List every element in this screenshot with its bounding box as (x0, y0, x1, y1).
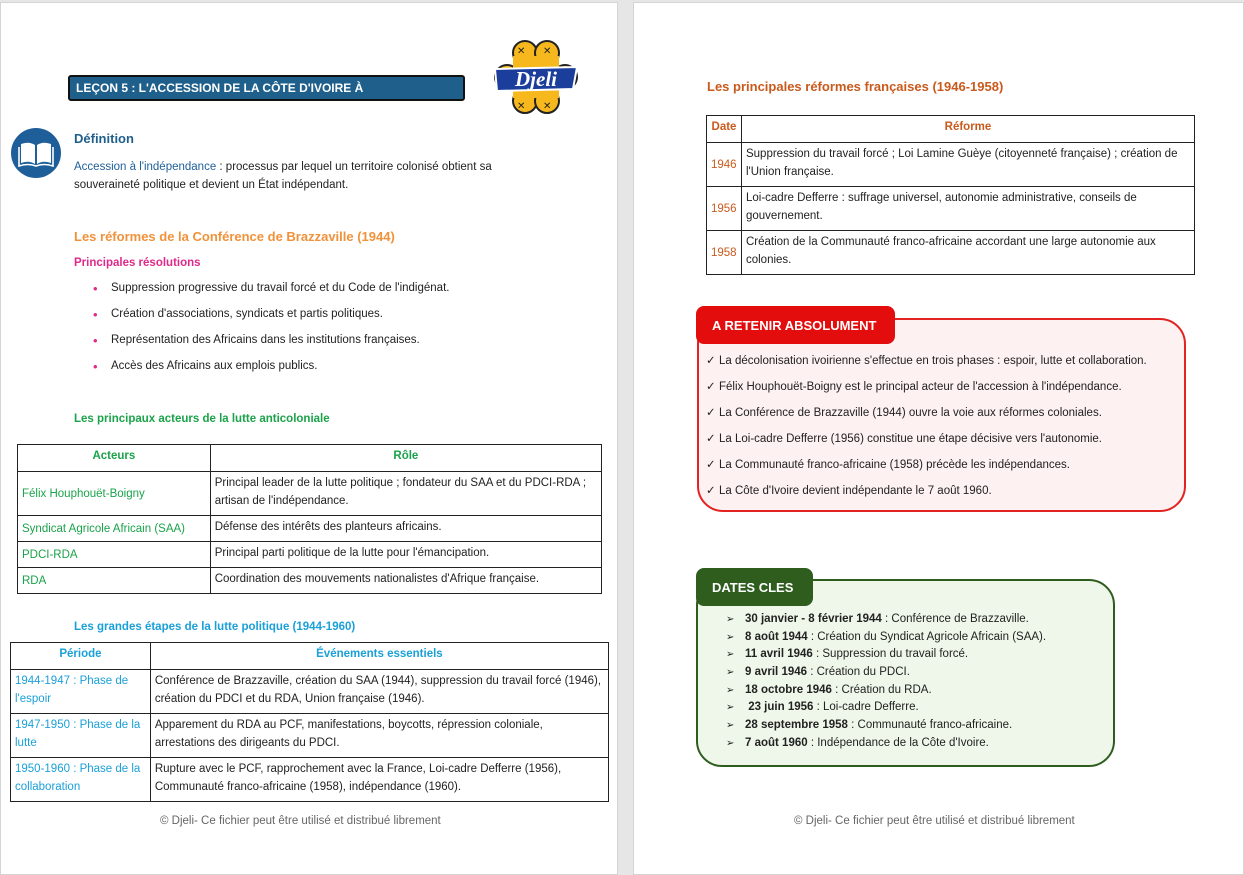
table-cell: Loi-cadre Defferre : suffrage universel, autonomie administrative, conseils de gouvernement. (741, 187, 1194, 231)
table-cell: Rupture avec le PCF, rapprochement avec la France, Loi-cadre Defferre (1956), Communauté franco-africaine (1958), indépendance (1960). (150, 758, 608, 802)
list-item: ✓ La décolonisation ivoirienne s'effectue en trois phases : espoir, lutte et collaboration. (706, 355, 1147, 367)
table-cell: Apparement du RDA au PCF, manifestations, boycotts, répression coloniale, arrestations des dirigeants du PDCI. (150, 714, 608, 758)
table-cell: Création de la Communauté franco-africaine accordant une large autonomie aux colonies. (741, 231, 1194, 275)
arrow-icon: ➢ (726, 737, 735, 749)
table-cell: 1944-1947 : Phase de l'espoir (11, 670, 151, 714)
table-cell: 1946 (707, 143, 742, 187)
djeli-logo (487, 36, 585, 118)
page-footer: © Djeli- Ce fichier peut être utilisé et distribué librement (160, 815, 441, 827)
list-item: ➢ 8 août 1944 : Création du Syndicat Agricole Africain (SAA). (726, 630, 1047, 643)
svg-text:Djeli: Djeli (515, 67, 557, 91)
table-header-row (11, 643, 609, 670)
table-cell: Coordination des mouvements nationalistes d'Afrique française. (210, 568, 601, 594)
check-icon: ✓ (706, 433, 716, 445)
list-item: ➢ 9 avril 1946 : Création du PDCI. (726, 666, 910, 679)
table-header-row (707, 116, 1195, 143)
table-cell: PDCI-RDA (18, 542, 211, 568)
arrow-icon: ➢ (726, 720, 735, 732)
table-row (18, 542, 602, 568)
table-row (18, 472, 602, 516)
list-item: ➢ 28 septembre 1958 : Communauté franco-africaine. (726, 719, 1013, 732)
list-item: • Accès des Africains aux emplois publics. (93, 360, 449, 386)
arrow-icon: ➢ (726, 684, 735, 696)
table-row (707, 231, 1195, 275)
svg-text:✕: ✕ (543, 46, 552, 57)
book-icon (11, 128, 61, 178)
table-cell: 1956 (707, 187, 742, 231)
column-header: Période (11, 643, 151, 670)
list-item: ✓ Félix Houphouët-Boigny est le principal acteur de l'accession à l'indépendance. (706, 381, 1122, 393)
table-cell: Syndicat Agricole Africain (SAA) (18, 516, 211, 542)
etapes-heading: Les grandes étapes de la lutte politique (1944-1960) (74, 621, 356, 633)
resolutions-heading: Principales résolutions (74, 257, 201, 269)
acteurs-heading: Les principaux acteurs de la lutte anticoloniale (74, 413, 330, 425)
table-cell: Principal parti politique de la lutte pour l'émancipation. (210, 542, 601, 568)
table-row (707, 187, 1195, 231)
svg-text:✕: ✕ (543, 101, 552, 112)
table-cell: Défense des intérêts des planteurs africains. (210, 516, 601, 542)
acteurs-table (17, 444, 602, 594)
list-item: ✓ La Communauté franco-africaine (1958) précède les indépendances. (706, 459, 1070, 471)
definition-text: Accession à l'indépendance : processus par lequel un territoire colonisé obtient sa souveraineté politique et devient un État indépendant. (74, 161, 492, 191)
table-row (18, 568, 602, 594)
check-icon: ✓ (706, 355, 716, 367)
retenir-title: A RETENIR ABSOLUMENT (696, 306, 895, 344)
list-item: ➢ 11 avril 1946 : Suppression du travail forcé. (726, 648, 969, 661)
dates-title: DATES CLES (696, 568, 813, 606)
arrow-icon: ➢ (726, 649, 735, 661)
arrow-icon: ➢ (726, 702, 735, 714)
table-cell: RDA (18, 568, 211, 594)
reformes-heading: Les principales réformes françaises (1946-1958) (707, 79, 1004, 94)
table-row (707, 143, 1195, 187)
table-row (11, 670, 609, 714)
table-cell: 1947-1950 : Phase de la lutte (11, 714, 151, 758)
table-cell: Suppression du travail forcé ; Loi Lamine Guèye (citoyenneté française) ; création de l'Union française. (741, 143, 1194, 187)
column-header: Date (707, 116, 742, 143)
arrow-icon: ➢ (726, 631, 735, 643)
brazzaville-heading: Les réformes de la Conférence de Brazzaville (1944) (74, 229, 395, 244)
table-row (11, 714, 609, 758)
list-item: ➢ 18 octobre 1946 : Création du RDA. (726, 683, 932, 696)
dates-list (726, 613, 1046, 755)
definition-title: Définition (74, 131, 134, 146)
lesson-title: LEÇON 5 : L'ACCESSION DE LA CÔTE D'IVOIRE À L'INDÉPENDANCE (68, 75, 465, 101)
page-left (0, 2, 618, 875)
table-row (11, 758, 609, 802)
arrow-icon: ➢ (726, 614, 735, 625)
check-icon: ✓ (706, 459, 716, 471)
definition-term: Accession à l'indépendance (74, 161, 217, 173)
column-header: Réforme (741, 116, 1194, 143)
column-header: Rôle (210, 445, 601, 472)
check-icon: ✓ (706, 485, 716, 497)
resolutions-list (93, 282, 449, 386)
retenir-list (706, 353, 1147, 509)
list-item: ➢ 7 août 1960 : Indépendance de la Côte d'Ivoire. (726, 736, 989, 749)
list-item: • Représentation des Africains dans les institutions françaises. (93, 334, 449, 360)
list-item: ✓ La Loi-cadre Defferre (1956) constitue une étape décisive vers l'autonomie. (706, 433, 1102, 445)
svg-text:✕: ✕ (517, 46, 526, 57)
table-cell: 1950-1960 : Phase de la collaboration (11, 758, 151, 802)
page-right (633, 2, 1244, 875)
table-cell: Conférence de Brazzaville, création du SAA (1944), suppression du travail forcé (1946), création du PDCI et du RDA, Union française (1946). (150, 670, 608, 714)
check-icon: ✓ (706, 381, 716, 393)
list-item: ➢ 30 janvier - 8 février 1944 : Conférence de Brazzaville. (726, 613, 1029, 625)
list-item: ✓ La Côte d'Ivoire devient indépendante le 7 août 1960. (706, 485, 992, 497)
check-icon: ✓ (706, 407, 716, 419)
list-item: ✓ La Conférence de Brazzaville (1944) ouvre la voie aux réformes coloniales. (706, 407, 1102, 419)
column-header: Événements essentiels (150, 643, 608, 670)
arrow-icon: ➢ (726, 667, 735, 679)
etapes-table (10, 642, 609, 802)
list-item: • Création d'associations, syndicats et partis politiques. (93, 308, 449, 334)
table-cell: 1958 (707, 231, 742, 275)
table-cell: Principal leader de la lutte politique ; fondateur du SAA et du PDCI-RDA ; artisan de l'indépendance. (210, 472, 601, 516)
table-row (18, 516, 602, 542)
list-item: ➢ 23 juin 1956 : Loi-cadre Defferre. (726, 701, 919, 714)
column-header: Acteurs (18, 445, 211, 472)
svg-text:✕: ✕ (517, 101, 526, 112)
table-header-row (18, 445, 602, 472)
table-cell: Félix Houphouët-Boigny (18, 472, 211, 516)
reformes-table (706, 115, 1195, 275)
page-footer: © Djeli- Ce fichier peut être utilisé et distribué librement (794, 815, 1075, 827)
list-item: • Suppression progressive du travail forcé et du Code de l'indigénat. (93, 282, 449, 308)
